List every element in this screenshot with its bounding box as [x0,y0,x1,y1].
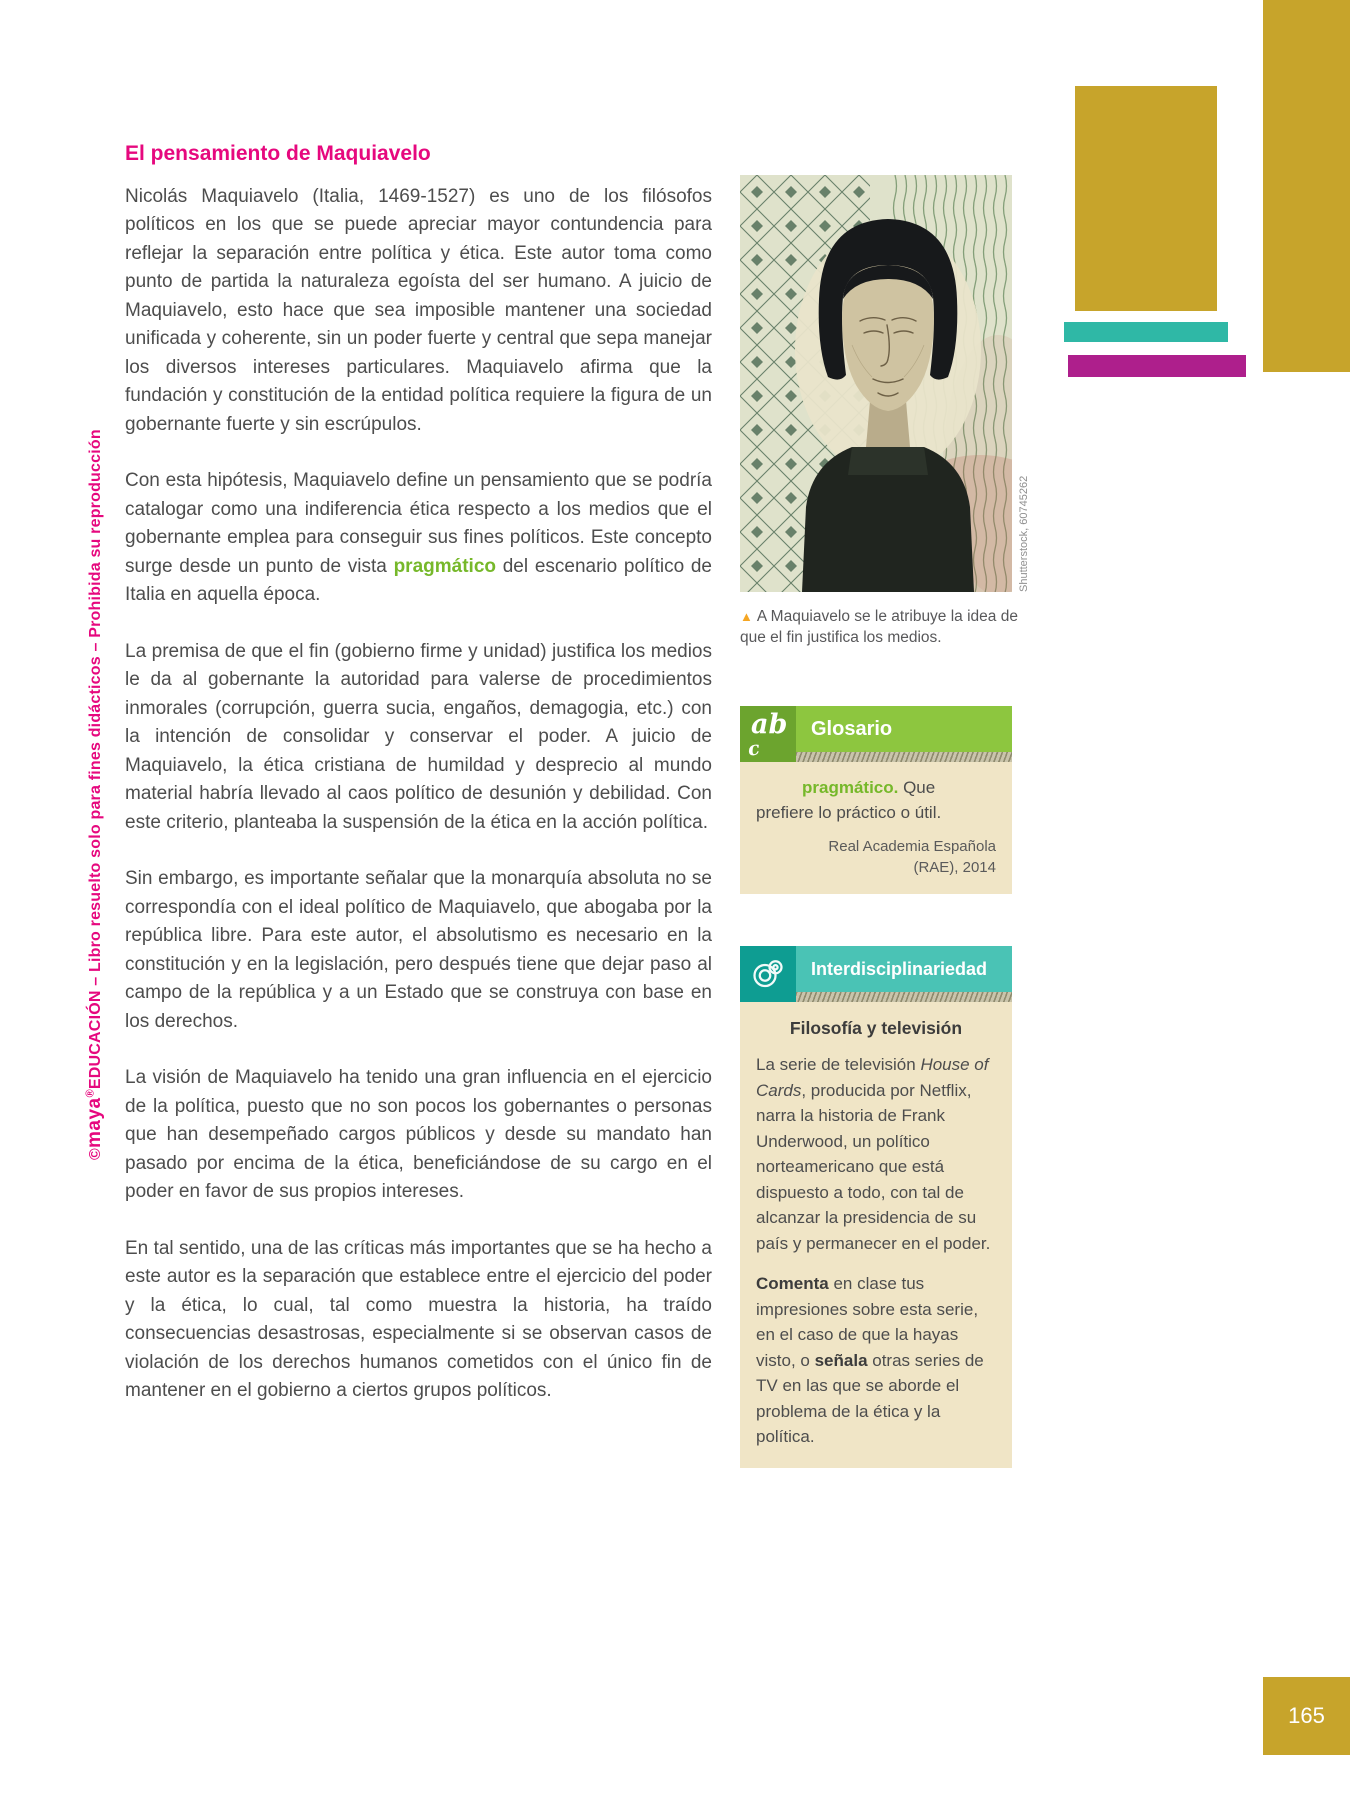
machiavelli-portrait [740,175,1012,592]
glossary-title: Glosario [796,706,1012,752]
deco-gold-block [1075,86,1217,311]
figure-caption-text: A Maquiavelo se le atribuye la idea de que el fin justifica los medios. [740,608,1018,646]
interdisciplinary-titlebar [796,946,1012,1002]
interdisciplinary-subtitle: Filosofía y televisión [789,1018,963,1038]
caption-triangle-icon: ▲ [740,609,753,624]
publisher-division: EDUCACIÓN [87,990,104,1090]
page-number-label: 165 [1288,1703,1325,1728]
glossary-hatch-strip [796,752,1012,762]
glossary-source-line1: Real Academia Española [828,838,996,856]
interdisciplinary-hatch-strip [796,992,1012,1002]
registered-symbol: ® [84,1089,97,1098]
paragraph-text: otras series de TV en las que se aborde el problema de la ética y la política. [756,1350,984,1446]
deco-teal-stripe [1064,322,1228,342]
glossary-header [740,706,1012,762]
keyword-pragmatico: pragmático [393,555,496,577]
interdisciplinary-paragraph-1 [756,1052,996,1256]
article-heading: El pensamiento de Maquiavelo [125,142,431,165]
article-paragraph-5: La visión de Maquiavelo ha tenido una gran influencia en el ejercicio de la política, puesto que no son pocos los gobernantes o personas que han desempeñado cargos públicos y desde su mandato han pasado por encima de la ética, beneficiándose de su cargo en el poder en favor de sus propios intereses. [125,1067,712,1202]
paragraph-text: , producida por Netflix, narra la historia de Frank Underwood, un político norteamericano que está dispuesto a todo, con tal de alcanzar la presidencia de su país y permanecer en el poder. [756,1080,991,1253]
deco-magenta-stripe [1068,355,1246,377]
interdisciplinary-paragraph-2 [756,1271,996,1450]
publisher-brand: maya [84,1097,105,1148]
article-paragraph-4: Sin embargo, es importante señalar que la monarquía absoluta no se correspondía con el ideal político de Maquiavelo, que abogaba por la república libre. Para este autor, el absolutismo es necesario en la constitución y en la legislación, pero después tiene que dejar paso al campo de la república y a un Estado que se construya con base en los derechos. [125,868,712,1032]
glossary-box [740,706,1012,894]
glossary-abc-icon [740,706,796,762]
photo-credit: Shutterstock, 60745262 [1018,475,1030,592]
article-paragraph-1: Nicolás Maquiavelo (Italia, 1469-1527) es uno de los filósofos políticos en los que se puede apreciar mayor contundencia para reflejar la separación entre política y ética. Este autor toma como punto de partida la naturaleza egoísta del ser humano. A juicio de Maquiavelo, esto hace que sea imposible mantener una sociedad unificada y coherente, sin un poder fuerte y central que sepa manejar los diversos intereses particulares. Maquiavelo afirma que la fundación y constitución de la entidad política requiere la figura de un gobernante fuerte y sin escrúpulos. [125,185,712,435]
glossary-body [740,762,1012,894]
glossary-icon-letters-ab: ab [751,709,788,740]
concentric-circles-icon [740,946,796,1002]
paragraph-text: en clase tus impresiones sobre esta serie, en el caso de que la hayas visto, o [756,1274,979,1370]
glossary-source [756,837,996,878]
activity-verb-comenta: Comenta [756,1274,829,1293]
glossary-definition: Que prefiere lo práctico o útil. [756,778,942,822]
paragraph-text: del escenario político de Italia en aquella época. [125,555,712,605]
glossary-entry [756,776,996,825]
paragraph-text: Con esta hipótesis, Maquiavelo define un pensamiento que se podría catalogar como una indiferencia ética respecto a los medios que el gobernante emplea para conseguir sus fines políticos. Este concepto surge desde un punto de vista [125,470,712,577]
glossary-term: pragmático. [802,778,899,797]
interdisciplinary-header [740,946,1012,1002]
deco-gold-edge-bar [1263,0,1350,372]
edition-credit-text: – Libro resuelto solo para fines didácticos – Prohibida su reproducción [87,429,104,991]
edition-credit-vertical [84,429,106,1160]
glossary-icon-letter-c: c [746,737,762,761]
glossary-titlebar [796,706,1012,762]
page-number [1263,1677,1350,1755]
article-paragraph-3: La premisa de que el fin (gobierno firme y unidad) justifica los medios le da al gobernante la autoridad para valerse de procedimientos inmorales (corrupción, guerra sucia, engaños, demagogia, etc.) con la intención de consolidar y conservar el poder. A juicio de Maquiavelo, la ética cristiana de humildad y desprecio al mundo material habría llevado al caos político de desunión y debilidad. Con este criterio, planteaba la suspensión de la ética en la acción política. [125,640,712,833]
activity-verb-senala: señala [814,1350,868,1370]
article-paragraph-2 [125,467,712,610]
series-title: House of Cards [756,1055,989,1100]
paragraph-text: La serie de televisión [756,1055,921,1074]
copyright-symbol: © [87,1148,104,1160]
article-paragraph-6: En tal sentido, una de las críticas más importantes que se ha hecho a este autor es la separación que establece entre el ejercicio del poder y la ética, lo cual, tal como muestra la historia, ha traído consecuencias desastrosas, especialmente si se observan casos de violación de los derechos humanos cometidos con el único fin de mantener en el gobierno a ciertos grupos políticos. [125,1237,712,1401]
figure-caption [740,607,1020,649]
interdisciplinary-body [740,1002,1012,1468]
interdisciplinary-title: Interdisciplinariedad [796,946,1012,992]
article-column [125,138,712,1434]
glossary-source-line2: (RAE), 2014 [913,858,996,876]
interdisciplinary-box [740,946,1012,1468]
